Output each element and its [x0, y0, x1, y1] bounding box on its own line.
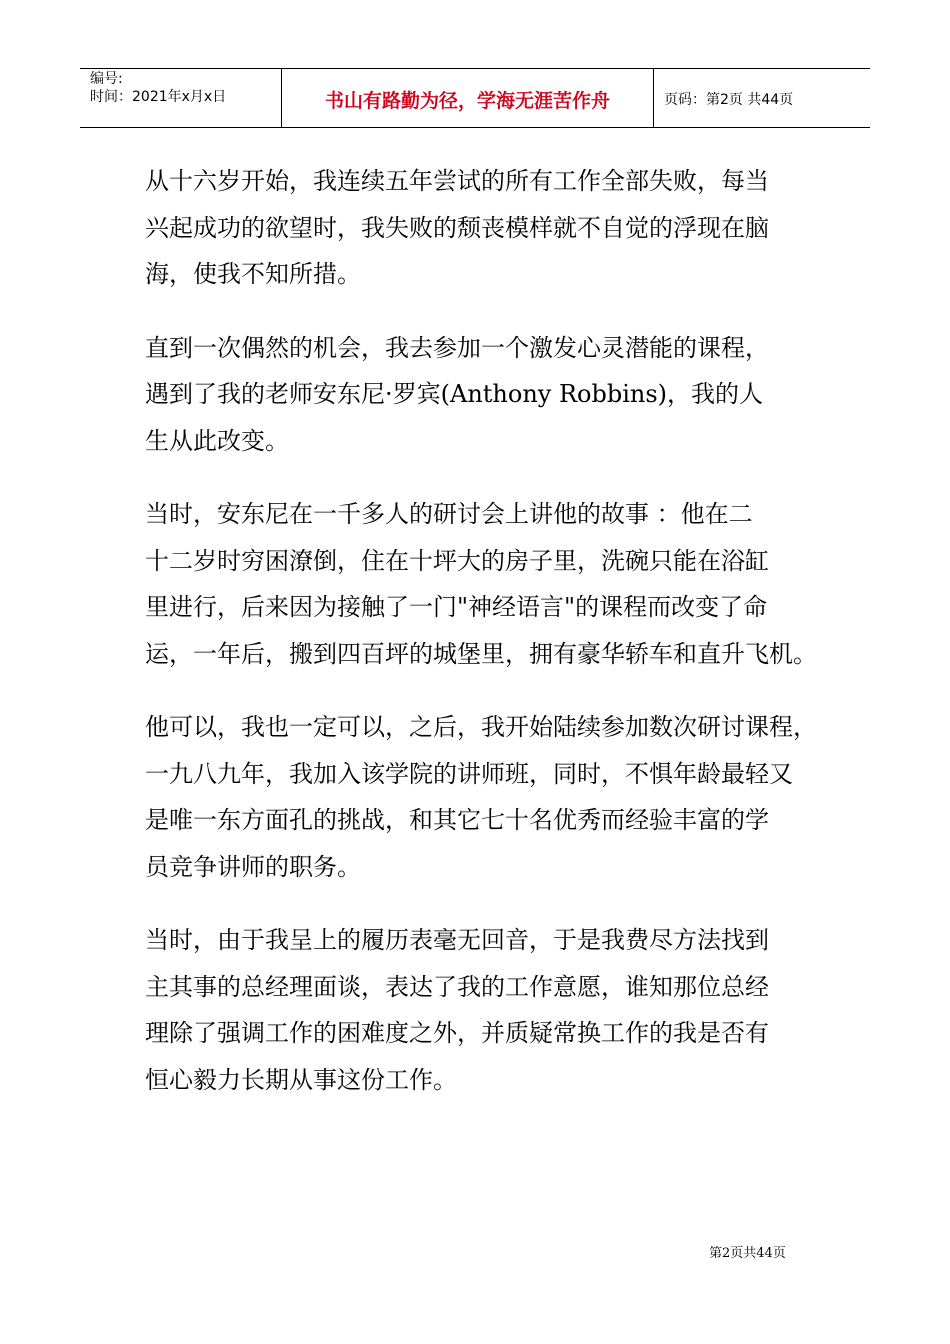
header-page-cell	[654, 69, 870, 127]
document-header	[80, 68, 870, 128]
paragraph-4: 他可以，我也一定可以，之后，我开始陆续参加数次研讨课程， 一九八九年，我加入该学院的讲师班，同时，不惧年龄最轻又 是唯一东方面孔的挑战，和其它七十名优秀而经验丰富的学 员竞争讲师的职务。	[145, 713, 817, 881]
document-time-label: 时间：2021年x月x日	[90, 89, 227, 105]
header-info-cell	[80, 69, 281, 127]
document-number-label: 编号:	[90, 71, 123, 87]
paragraph-1: 从十六岁开始，我连续五年尝试的所有工作全部失败，每当 兴起成功的欲望时，我失败的颓丧模样就不自觉的浮现在脑 海，使我不知所措。	[145, 167, 769, 288]
header-motto-cell	[281, 69, 654, 127]
paragraph-2: 直到一次偶然的机会，我去参加一个激发心灵潜能的课程， 遇到了我的老师安东尼·罗宾(Anthony Robbins)，我的人 生从此改变。	[145, 333, 769, 455]
paragraph-5: 当时，由于我呈上的履历表毫无回音，于是我费尽方法找到 主其事的总经理面谈，表达了我的工作意愿，谁知那位总经 理除了强调工作的困难度之外，并质疑常换工作的我是否有 恒心毅力长期从事这份工作。	[145, 926, 769, 1094]
paragraph-3: 当时，安东尼在一千多人的研讨会上讲他的故事 ：他在二 十二岁时穷困潦倒，住在十坪大的房子里，洗碗只能在浴缸 里进行，后来因为接触了一门"神经语言"的课程而改变了命 运，一年后，搬到四百坪的城堡里，拥有豪华轿车和直升飞机。	[145, 500, 817, 668]
footer-page-number: 第2页共44页	[709, 1246, 786, 1261]
header-page-number: 页码：第2页 共44页	[664, 92, 794, 108]
document-body	[145, 158, 825, 1130]
header-motto: 书山有路勤为径，学海无涯苦作舟	[324, 90, 610, 112]
